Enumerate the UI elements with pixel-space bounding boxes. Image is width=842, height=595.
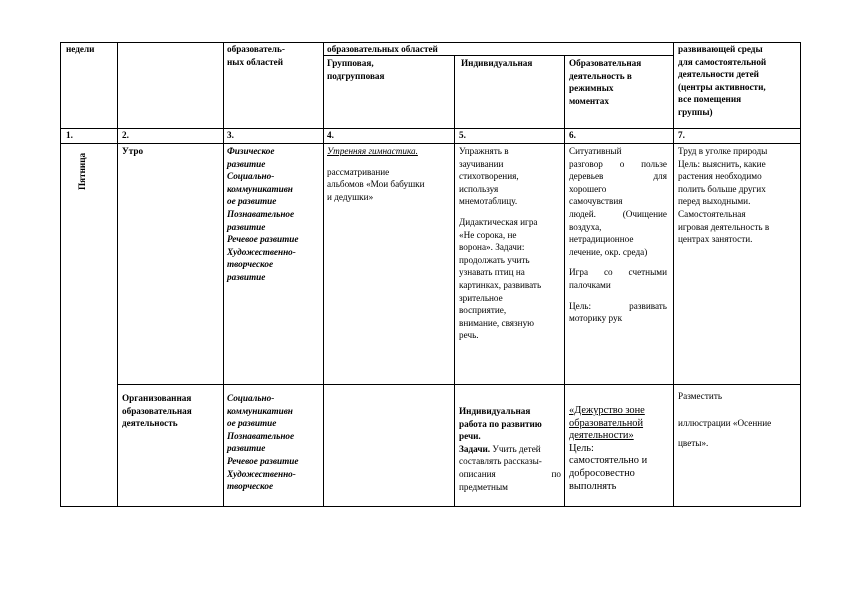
table-left-border: [60, 42, 61, 507]
period-morning: Утро: [122, 146, 144, 156]
col-divider-2: [223, 42, 224, 507]
column-number-3: 3.: [227, 130, 234, 140]
environment-row2: Разместить иллюстрации «Осенние цветы».: [678, 391, 772, 449]
group-activity-row1: Утренняя гимнастика. рассматривание альбомов «Мои бабушки и дедушки»: [327, 145, 449, 203]
column-number-6: 6.: [569, 130, 576, 140]
col-divider-5: [564, 56, 565, 507]
column-number-5: 5.: [459, 130, 466, 140]
column-number-2: 2.: [122, 130, 129, 140]
edu-areas-row1: Физическое развитие Социально- коммуникативн ое развитие Познавательное развитие Речевое развитие Художественно- творческое развитие: [227, 146, 299, 282]
header-group-activity: Групповая, подгрупповая: [327, 58, 385, 81]
col-divider-1: [117, 42, 118, 507]
individual-activity-row1: Упражнять в заучивании стихотворения, используя мнемотаблицу. Дидактическая игра «Не сорока, не ворона». Задачи: продолжать учить узнавать птиц на картинках, развивать зрительное восприятие, внимание, связную речь.: [459, 146, 542, 341]
header-group-title: образовательных областей: [327, 44, 438, 54]
day-label: Пятница: [77, 152, 87, 190]
header-edu-areas: образователь- ных областей: [227, 44, 285, 67]
column-number-4: 4.: [327, 130, 334, 140]
duty-title: «Дежурство зоне: [569, 405, 645, 416]
header-regime-activity: Образовательная деятельность в режимных моментах: [569, 58, 642, 106]
header-bottom-border: [60, 128, 801, 129]
regime-activity-row1: Ситуативный разговор о пользе деревьев для хорошего самочувствия людей. (Очищение воздуха, нетрадиционное лечение, окр. среда) Игра со счетными палочками Цель: развивать моторику рук: [569, 146, 667, 324]
edu-areas-row2: Социально- коммуникативн ое развитие Познавательное развитие Речевое развитие Художественно- творческое: [227, 393, 299, 492]
row-divider: [117, 384, 801, 385]
period-organized-activity: Организованная образовательная деятельность: [122, 393, 192, 429]
table-right-border: [800, 42, 801, 507]
header-environment: развивающей среды для самостоятельной деятельности детей (центры активности, все помещения группы): [678, 44, 767, 117]
column-number-1: 1.: [66, 130, 73, 140]
col-divider-6: [673, 42, 674, 507]
header-weeks: недели: [66, 44, 95, 54]
numbers-row-border: [60, 143, 801, 144]
individual-activity-row2: Индивидуальная работа по развитию речи. Задачи. Учить детей составлять рассказы- описания по предметным: [459, 406, 561, 492]
table-bottom-border: [60, 506, 801, 507]
col-divider-3: [323, 42, 324, 507]
morning-exercise-title: Утренняя гимнастика.: [327, 146, 418, 156]
header-individual: Индивидуальная: [461, 58, 533, 68]
col-divider-4: [454, 56, 455, 507]
environment-row1: Труд в уголке природы Цель: выяснить, какие растения необходимо полить больше других перед выходными. Самостоятельная игровая деятельность в центрах занятости.: [678, 146, 770, 245]
regime-activity-row2: «Дежурство зоне образовательной деятельности» Цель: самостоятельно и добросовестно выполнять: [569, 405, 667, 493]
column-number-7: 7.: [678, 130, 685, 140]
